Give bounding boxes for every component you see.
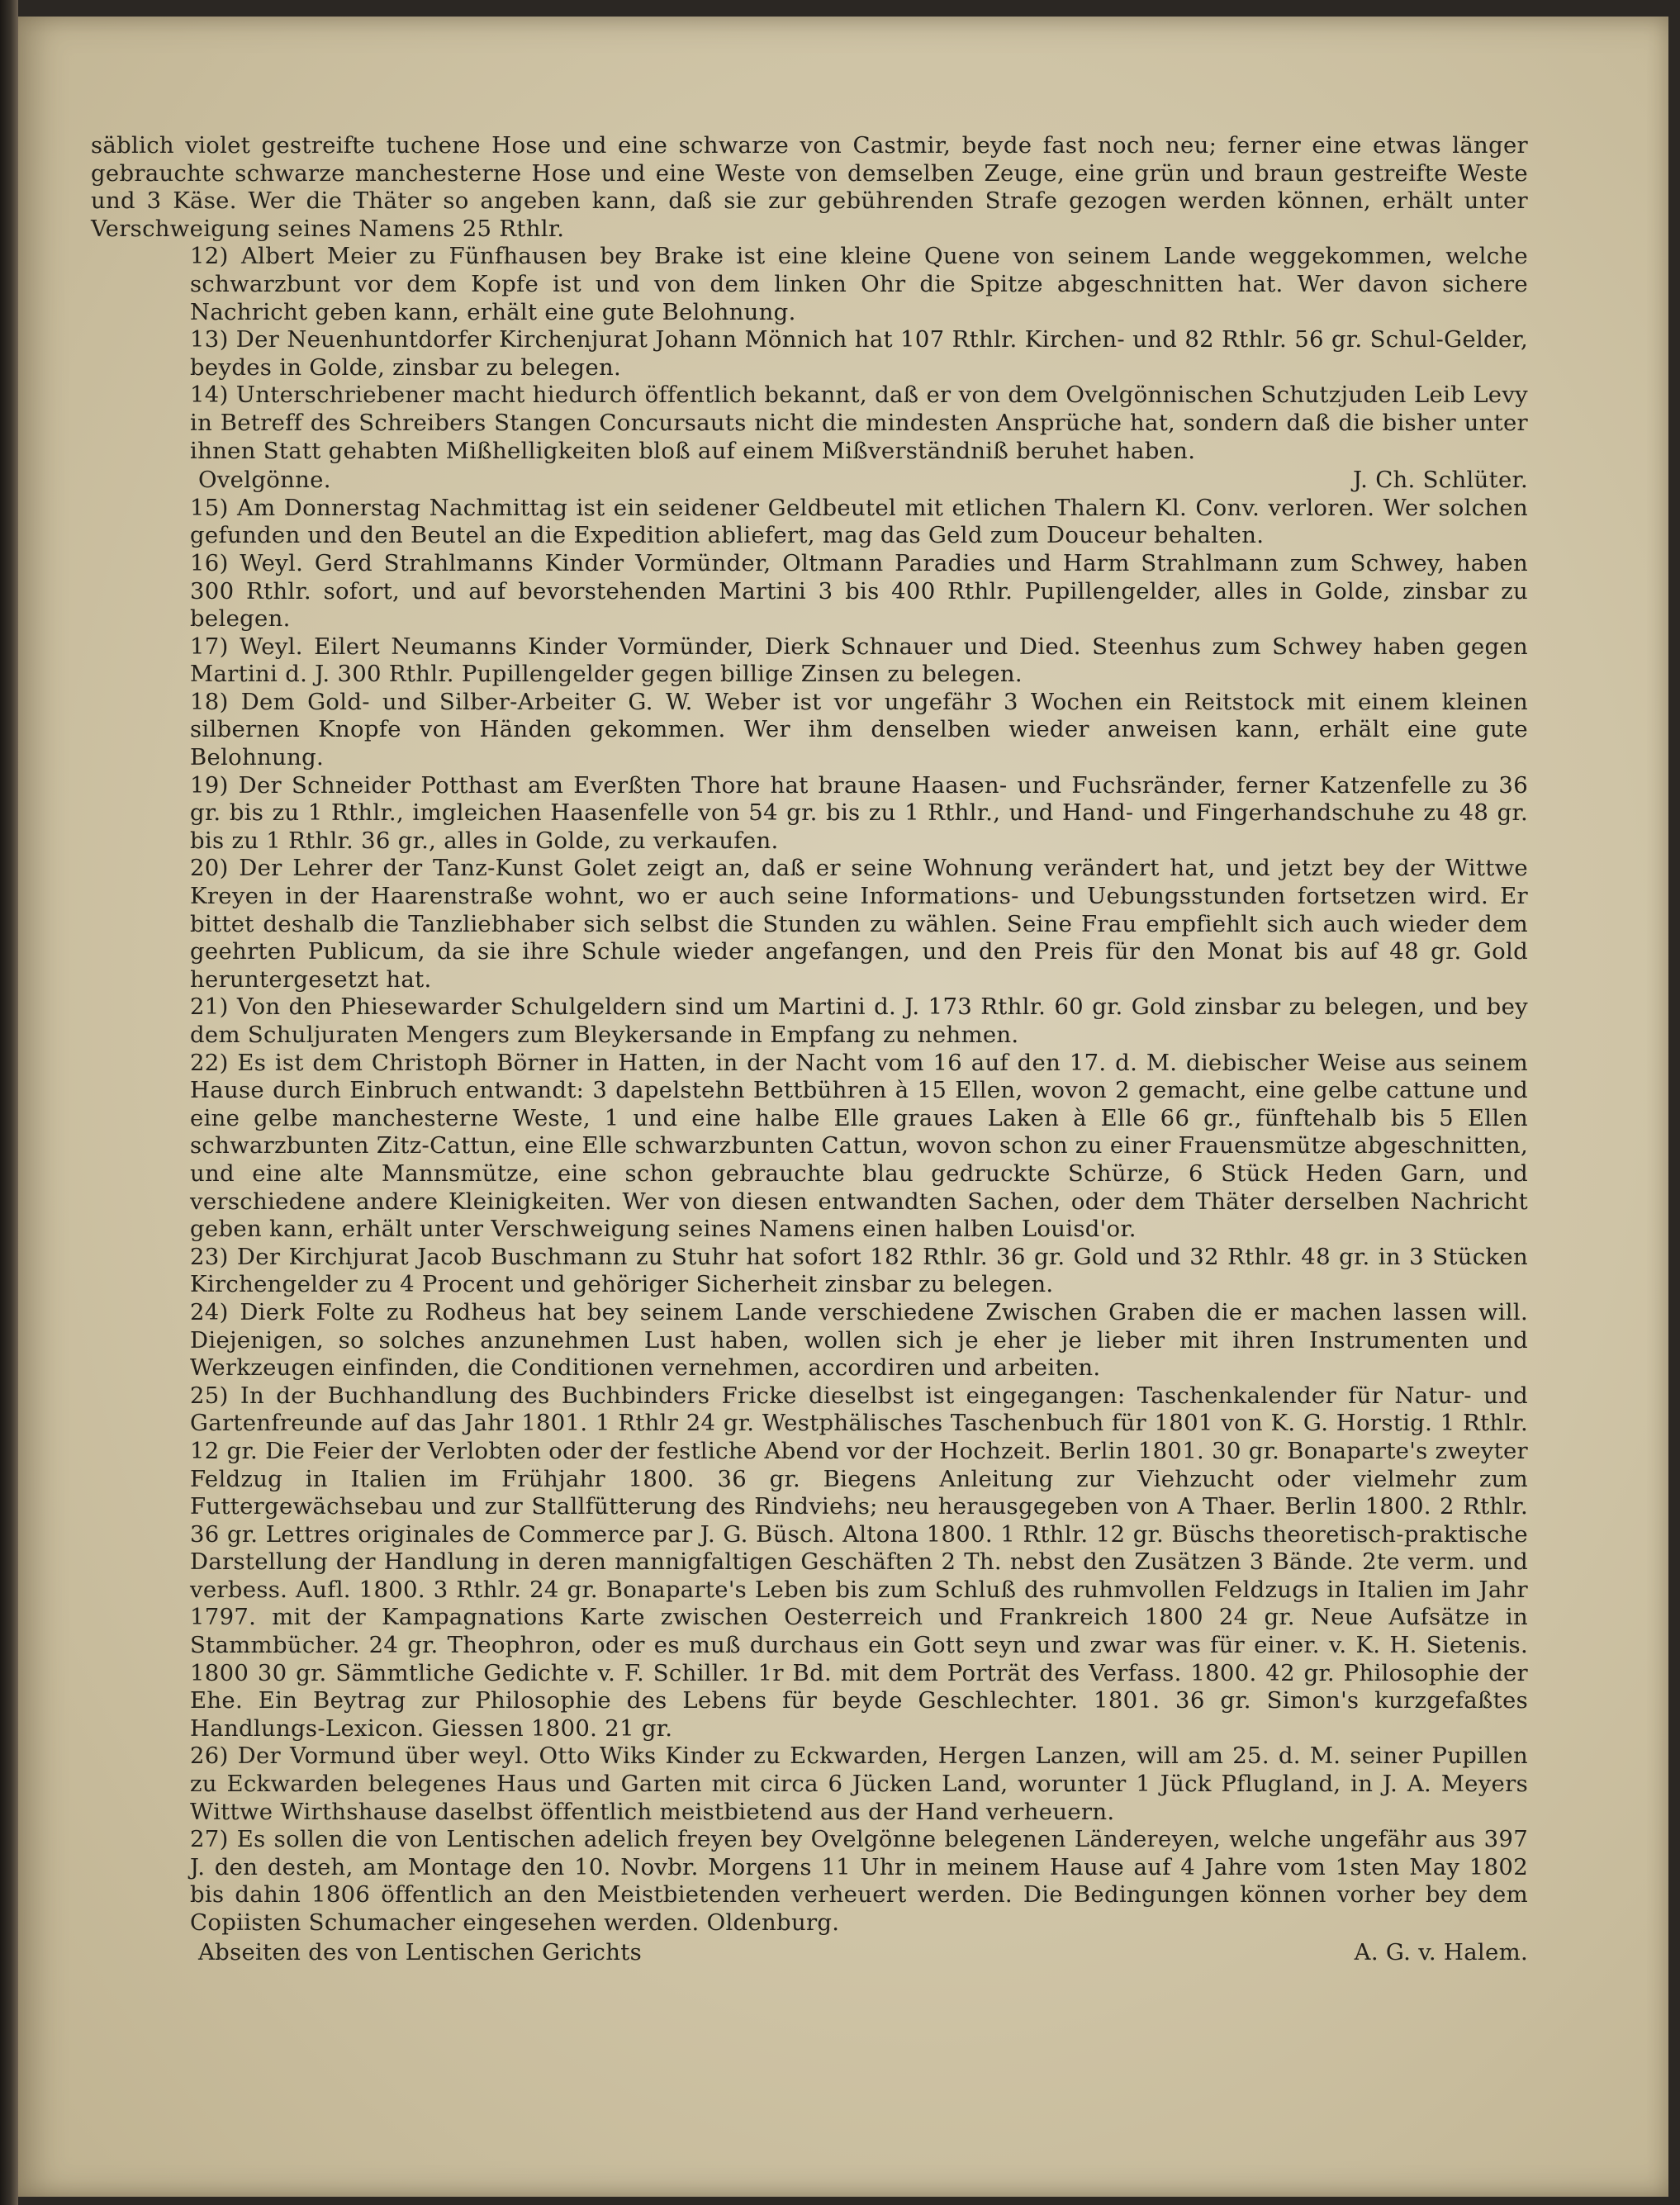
book-binding-edge <box>0 0 18 2205</box>
entry-19: 19) Der Schneider Potthast am Everßten Thore hat braune Haasen- und Fuchsränder, ferner Katzenfelle zu 36 gr. bis zu 1 Rthlr., imgleichen Haasenfelle von 54 gr. bis zu 1 Rthlr., und Hand- und Fingerhandschuhe zu 48 gr. bis zu 1 Rthlr. 36 gr., alles in Golde, zu verkaufen. <box>190 771 1528 854</box>
closing-signature <box>91 1939 1528 1967</box>
scanned-page <box>18 17 1668 2197</box>
signature-name: J. Ch. Schlüter. <box>1352 467 1528 494</box>
entry-21: 21) Von den Phiesewarder Schulgeldern sind um Martini d. J. 173 Rthlr. 60 gr. Gold zinsbar zu belegen, und bey dem Schuljuraten Mengers zum Bleykersande in Empfang zu nehmen. <box>190 993 1528 1048</box>
entry-13: 13) Der Neuenhuntdorfer Kirchenjurat Johann Mönnich hat 107 Rthlr. Kirchen- und 82 Rthlr. 56 gr. Schul-Gelder, beydes in Golde, zinsbar zu belegen. <box>190 326 1528 381</box>
closing-signatory: A. G. v. Halem. <box>1354 1938 1528 1966</box>
entry-25: 25) In der Buchhandlung des Buchbinders Fricke dieselbst ist eingegangen: Taschenkalender für Natur- und Gartenfreunde auf das Jahr 1801. 1 Rthlr 24 gr. Westphälisches Taschenbuch für 1801 von K. G. Horstig. 1 Rthlr. 12 gr. Die Feier der Verlobten oder der festliche Abend vor der Hochzeit. Berlin 1801. 30 gr. Bonaparte's zweyter Feldzug in Italien im Frühjahr 1800. 36 gr. Biegens Anleitung zur Viehzucht oder vielmehr zum Futtergewächsebau und zur Stallfütterung des Rindviehs; neu herausgegeben von A Thaer. Berlin 1800. 2 Rthlr. 36 gr. Lettres originales de Commerce par J. G. Büsch. Altona 1800. 1 Rthlr. 12 gr. Büschs theoretisch-praktische Darstellung der Handlung in deren mannigfaltigen Geschäften 2 Th. nebst den Zusätzen 3 Bände. 2te verm. und verbess. Aufl. 1800. 3 Rthlr. 24 gr. Bonaparte's Leben bis zum Schluß des ruhmvollen Feldzugs in Italien im Jahr 1797. mit der Kampagnations Karte zwischen Oesterreich und Frankreich 1800 24 gr. Neue Aufsätze in Stammbücher. 24 gr. Theophron, oder es muß durchaus ein Gott seyn und zwar was für einer. v. K. H. Sietenis. 1800 30 gr. Sämmtliche Gedichte v. F. Schiller. 1r Bd. mit dem Porträt des Verfass. 1800. 42 gr. Philosophie der Ehe. Ein Beytrag zur Philosophie des Lebens für beyde Geschlechter. 1801. 36 gr. Simon's kurzgefaßtes Handlungs-Lexicon. Giessen 1800. 21 gr. <box>190 1382 1528 1742</box>
entry-18: 18) Dem Gold- und Silber-Arbeiter G. W. Weber ist vor ungefähr 3 Wochen ein Reitstock mit einem kleinen silbernen Knopfe von Händen gekommen. Wer ihm denselben wieder anweisen kann, erhält eine gute Belohnung. <box>190 688 1528 771</box>
entry-26: 26) Der Vormund über weyl. Otto Wiks Kinder zu Eckwarden, Hergen Lanzen, will am 25. d. M. seiner Pupillen zu Eckwarden belegenes Haus und Garten mit circa 6 Jücken Land, worunter 1 Jück Pflugland, in J. A. Meyers Wittwe Wirthshause daselbst öffentlich meistbietend aus der Hand verheuern. <box>190 1743 1528 1825</box>
entry-14-signature <box>91 467 1528 495</box>
entry-14: 14) Unterschriebener macht hiedurch öffentlich bekannt, daß er von dem Ovelgönnischen Schutzjuden Leib Levy in Betreff des Schreibers Stangen Concursauts nicht die mindesten Ansprüche hat, sondern daß die bisher unter ihnen Statt gehabten Mißhelligkeiten bloß auf einem Mißverständniß beruhet haben. <box>190 382 1528 464</box>
entry-16: 16) Weyl. Gerd Strahlmanns Kinder Vormünder, Oltmann Paradies und Harm Strahlmann zum Schwey, haben 300 Rthlr. sofort, und auf bevorstehenden Martini 3 bis 400 Rthlr. Pupillengelder, alles in Golde, zinsbar zu belegen. <box>190 549 1528 633</box>
closing-court-line: Abseiten des von Lentischen Gerichts <box>198 1938 643 1966</box>
entry-27: 27) Es sollen die von Lentischen adelich freyen bey Ovelgönne belegenen Ländereyen, welche ungefähr aus 397 J. den desteh, am Montage den 10. Novbr. Morgens 11 Uhr in meinem Hause auf 4 Jahre vom 1sten May 1802 bis dahin 1806 öffentlich an den Meistbietenden verheuert werden. Die Bedingungen können vorher bey dem Copiisten Schumacher eingesehen werden. Oldenburg. <box>190 1826 1528 1936</box>
page-text-block <box>91 132 1528 1966</box>
entry-12: 12) Albert Meier zu Fünfhausen bey Brake ist eine kleine Quene von seinem Lande weggekommen, welche schwarzbunt vor dem Kopfe ist und von dem linken Ohr die Spitze abgeschnitten hat. Wer davon sichere Nachricht geben kann, erhält eine gute Belohnung. <box>190 243 1528 325</box>
entry-22: 22) Es ist dem Christoph Börner in Hatten, in der Nacht vom 16 auf den 17. d. M. diebischer Weise aus seinem Hause durch Einbruch entwandt: 3 dapelstehn Bettbühren à 15 Ellen, wovon 2 gemacht, eine gelbe cattune und eine gelbe manchesterne Weste, 1 und eine halbe Elle graues Laken à Elle 66 gr., fünftehalb bis 5 Ellen schwarzbunten Zitz-Cattun, eine Elle schwarzbunten Cattun, wovon schon zu einer Frauensmütze abgeschnitten, und eine alte Mannsmütze, eine schon gebrauchte blau gedruckte Schürze, 6 Stück Heden Garn, und verschiedene andere Kleinigkeiten. Wer von diesen entwandten Sachen, oder dem Thäter derselben Nachricht geben kann, erhält unter Verschweigung seines Namens einen halben Louisd'or. <box>190 1049 1528 1243</box>
entry-15: 15) Am Donnerstag Nachmittag ist ein seidener Geldbeutel mit etlichen Thalern Kl. Conv. verloren. Wer solchen gefunden und den Beutel an die Expedition abliefert, mag das Geld zum Douceur behalten. <box>190 494 1528 549</box>
entry-continuation: säblich violet gestreifte tuchene Hose und eine schwarze von Castmir, beyde fast noch neu; ferner eine etwas länger gebrauchte schwarze manchesterne Hose und eine Weste von demselben Zeuge, eine grün und braun gestreifte Weste und 3 Käse. Wer die Thäter so angeben kann, daß sie zur gebührenden Strafe gezogen werden können, erhält unter Verschweigung seines Namens 25 Rthlr. <box>91 132 1528 242</box>
entry-17: 17) Weyl. Eilert Neumanns Kinder Vormünder, Dierk Schnauer und Died. Steenhus zum Schwey haben gegen Martini d. J. 300 Rthlr. Pupillengelder gegen billige Zinsen zu belegen. <box>190 633 1528 688</box>
entry-23: 23) Der Kirchjurat Jacob Buschmann zu Stuhr hat sofort 182 Rthlr. 36 gr. Gold und 32 Rthlr. 48 gr. in 3 Stücken Kirchengelder zu 4 Procent und gehöriger Sicherheit zinsbar zu belegen. <box>190 1243 1528 1298</box>
entry-24: 24) Dierk Folte zu Rodheus hat bey seinem Lande verschiedene Zwischen Graben die er machen lassen will. Diejenigen, so solches anzunehmen Lust haben, wollen sich je eher je lieber mit ihren Instrumenten und Werkzeugen einfinden, die Conditionen vernehmen, accordiren und arbeiten. <box>190 1298 1528 1382</box>
signature-place: Ovelgönne. <box>198 467 331 494</box>
entry-20: 20) Der Lehrer der Tanz-Kunst Golet zeigt an, daß er seine Wohnung verändert hat, und jetzt bey der Wittwe Kreyen in der Haarenstraße wohnt, wo er auch seine Informations- und Uebungsstunden fortsetzen wird. Er bittet deshalb die Tanzliebhaber sich selbst die Stunden zu wählen. Seine Frau empfiehlt sich auch wieder dem geehrten Publicum, da sie ihre Schule wieder angefangen, und den Preis für den Monat bis auf 48 gr. Gold heruntergesetzt hat. <box>190 855 1528 993</box>
